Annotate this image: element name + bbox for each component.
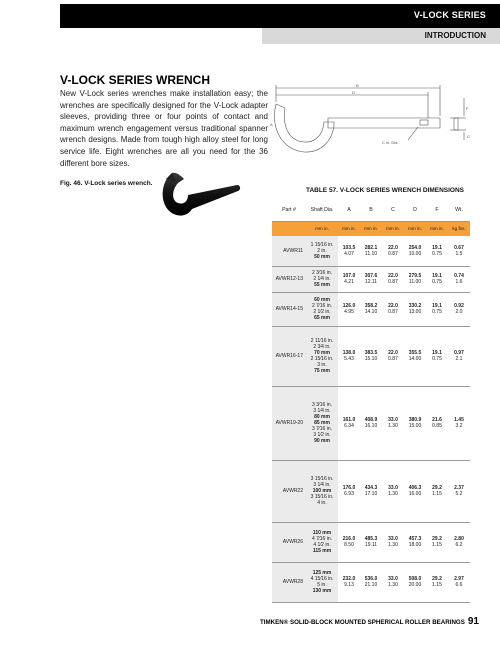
dim-f-metric: 19.1 [432,244,442,251]
unit-wt: kg lbs. [448,221,470,236]
shaft-dia-mm: 125 mm [312,570,332,576]
dim-wt-cell [448,522,470,562]
part-number: AVWR28 [272,562,306,602]
dim-c-cell [382,266,404,292]
section-bar [262,28,500,44]
dim-d-imperial: 13.00 [408,309,422,315]
dim-b-cell [360,522,382,562]
col-d: D [404,200,426,221]
dim-d-metric: 279.5 [408,273,422,279]
page-number: 91 [467,616,479,627]
shaft-diameter [306,460,338,522]
col-c: C [382,200,404,221]
dim-wt-imperial: 6.2 [455,542,463,548]
dim-wt-imperial: 6.6 [455,582,463,588]
shaft-diameter [306,562,338,602]
part-number: AVWR12-13 [272,266,306,292]
table-row [272,522,470,562]
shaft-dia-in: 2 11⁄16 in. [310,338,334,344]
dim-b-cell [360,266,382,292]
dim-c-metric: 22.0 [388,244,398,251]
dim-b-metric: 485.3 [364,536,378,542]
part-number: AVWR22 [272,460,306,522]
dim-wt-metric: 2.80 [454,536,464,542]
shaft-diameter [306,522,338,562]
dim-wt-metric: 0.74 [454,273,464,279]
dim-wt-cell [448,386,470,460]
dim-d-metric: 406.3 [408,485,422,491]
dim-wt-imperial: 1.5 [455,250,463,257]
dim-wt-cell [448,562,470,602]
col-b: B [360,200,382,221]
dim-wt-imperial: 2.0 [455,309,463,315]
shaft-dia-mm: 130 mm [312,588,332,594]
unit-f: mm in. [426,221,448,236]
col-f: F [426,200,448,221]
dim-f-imperial: 0.75 [432,356,442,362]
dim-wt-imperial: 2.1 [455,356,463,362]
shaft-dia-mm: 50 mm [314,253,330,260]
dim-a-cell [338,522,360,562]
dim-wt-metric: 0.97 [454,350,464,356]
dim-f-imperial: 1.15 [432,491,442,497]
page-footer [260,616,479,627]
shaft-dia-in: 3 15⁄16 in. [310,494,334,500]
dim-d-metric: 380.9 [408,417,422,423]
dim-d-cell [404,326,426,386]
shaft-dia-in: 2 3⁄16 in. [311,270,333,276]
dim-d-cell [404,386,426,460]
table-row [272,562,470,602]
dim-c-imperial: 1.30 [388,542,398,548]
dim-wt-cell [448,236,470,266]
dim-b-metric: 282.1 [364,244,378,251]
shaft-dia-in: 2 in. [317,247,327,254]
dim-c-imperial: 0.87 [388,356,398,362]
wrench-photo [158,171,242,221]
figure-caption: Fig. 46. V-Lock series wrench. [60,180,153,187]
dim-wt-metric: 1.45 [454,417,464,423]
dim-c-cell [382,292,404,326]
dim-a-metric: 126.0 [342,303,356,309]
col-wt: Wt. [448,200,470,221]
unit-a: mm in. [338,221,360,236]
dim-c-cell [382,522,404,562]
shaft-dia-in: 4 1⁄2 in. [313,542,331,548]
dim-d-metric: 508.0 [408,576,422,582]
dim-wt-metric: 0.67 [454,244,464,251]
dim-c-cell [382,386,404,460]
wrench-dimension-diagram [268,80,478,172]
dim-a-cell [338,562,360,602]
dim-c-imperial: 1.30 [388,491,398,497]
part-number: AVWR16-17 [272,326,306,386]
dim-a-metric: 103.5 [342,244,356,251]
dim-f-imperial: 1.15 [432,582,442,588]
unit-c: mm in. [382,221,404,236]
dim-a-cell [338,292,360,326]
dim-b-imperial: 14.10 [364,309,378,315]
dim-c-imperial: 0.87 [388,309,398,315]
dim-a-imperial: 9.13 [344,582,354,588]
dim-f-metric: 29.2 [432,536,442,542]
shaft-dia-in: 3 3⁄16 in. [311,402,333,408]
dim-d-metric: 330.2 [408,303,422,309]
dim-b-metric: 434.3 [364,485,378,491]
article-body: New V-Lock series wrenches make installation easy; the wrenches are specifically designed for the V-Lock adapter sleeves, providing three or four points of contact and maximum wrench engagement versus traditional spanner wrench designs. Made from tough high alloy steel for long service life. Eight wrenches are all you need for the 36 different bore sizes. [60,89,268,168]
dim-a-imperial: 4.21 [344,279,354,285]
shaft-dia-in: 3 in. [317,362,327,368]
dim-a-metric: 107.0 [342,273,356,279]
dim-f-imperial: 0.75 [432,309,442,315]
dim-d-metric: 355.5 [408,350,422,356]
dim-b-imperial: 19.11 [364,542,378,548]
dim-a-cell [338,326,360,386]
dim-wt-metric: 2.97 [454,576,464,582]
shaft-dia-in: 3 15⁄16 in. [310,476,334,482]
dim-a-metric: 216.0 [342,536,356,542]
shaft-dia-in: 2 1⁄4 in. [313,276,331,282]
table-row [272,292,470,326]
shaft-dia-in: 2 7⁄16 in. [311,303,333,309]
dim-c-metric: 33.0 [388,485,398,491]
part-number: AVWR11 [272,236,306,266]
dim-wt-metric: 0.92 [454,303,464,309]
dim-d-cell [404,460,426,522]
dim-f-cell [426,266,448,292]
shaft-dia-in: 3 7⁄16 in. [311,426,333,432]
dim-c-metric: 33.0 [388,576,398,582]
dim-b-imperial: 15.10 [364,356,378,362]
dim-f-cell [426,292,448,326]
dim-b-metric: 536.0 [364,576,378,582]
dim-c-imperial: 1.30 [388,582,398,588]
dim-f-metric: 19.1 [432,273,442,279]
wrench-dimensions-table [272,200,470,603]
shaft-dia-mm: 85 mm [314,420,330,426]
dim-d-label: D [352,90,355,95]
dim-b-cell [360,326,382,386]
dim-b-imperial: 16.10 [364,423,378,429]
dim-f-cell [426,326,448,386]
shaft-dia-mm: 115 mm [312,548,332,554]
article-title: V-LOCK SERIES WRENCH [60,73,211,87]
shaft-dia-in: 3 1⁄4 in. [313,408,331,414]
dim-b-metric: 307.6 [364,273,378,279]
shaft-diameter [306,236,338,266]
dim-c-imperial: 1.30 [388,423,398,429]
dim-b-cell [360,292,382,326]
shaft-dia-mm: 65 mm [314,315,330,321]
dim-b-imperial: 21.10 [364,582,378,588]
dim-c-metric: 22.0 [388,273,398,279]
dim-f-metric: 21.6 [432,417,442,423]
dim-c-cell [382,236,404,266]
footer-text: TIMKEN® SOLID-BLOCK MOUNTED SPHERICAL ROLLER BEARINGS [260,619,465,626]
dim-wt-cell [448,266,470,292]
dim-d-metric: 254.0 [408,244,422,251]
dim-b-cell [360,562,382,602]
dim-d-imperial: 15.00 [408,423,422,429]
col-shaft-dia: Shaft Dia. [306,200,338,221]
shaft-dia-in: 4 in. [317,500,327,506]
dim-wt-metric: 2.37 [454,485,464,491]
shaft-dia-in: 2 1⁄2 in. [313,309,331,315]
dim-d-cell [404,522,426,562]
table-row [272,460,470,522]
dim-d-cell [404,266,426,292]
dim-a-cell [338,386,360,460]
shaft-dia-mm: 90 mm [314,438,330,444]
dim-a-imperial: 6.34 [344,423,354,429]
dim-d-cell [404,236,426,266]
table-row [272,236,470,266]
series-label: V-LOCK SERIES [413,10,486,20]
dim-b-imperial: 17.10 [364,491,378,497]
dim-b-metric: 383.5 [364,350,378,356]
dim-a-metric: 232.0 [342,576,356,582]
part-number: AVWR19-20 [272,386,306,460]
dim-f-label: F [466,106,469,111]
shaft-dia-in: 1 15⁄16 in. [310,241,334,248]
header-bar [60,4,500,28]
dim-d-cell [404,562,426,602]
section-label: INTRODUCTION [424,31,486,40]
shaft-dia-mm: 70 mm [314,350,330,356]
dim-c-metric: 22.0 [388,350,398,356]
shaft-dia-in: 3 1⁄2 in. [313,432,331,438]
dim-b-cell [360,236,382,266]
unit-dia: mm in. [306,221,338,236]
dim-f-cell [426,386,448,460]
dim-b-label: B [356,83,359,88]
dim-wt-cell [448,460,470,522]
dim-c-cell [382,562,404,602]
table-caption: TABLE 57. V-LOCK SERIES WRENCH DIMENSIONS [305,187,465,194]
dim-a-label: A [270,122,273,127]
dim-f-imperial: 0.75 [432,279,442,285]
table-header-row [272,200,470,221]
dim-b-imperial: 12.11 [364,279,378,285]
dim-a-cell [338,236,360,266]
table-row [272,266,470,292]
dim-d-imperial: 20.00 [408,582,422,588]
shaft-dia-mm: 80 mm [314,414,330,420]
dim-wt-cell [448,326,470,386]
dim-f-metric: 29.2 [432,576,442,582]
shaft-dia-in: 2 15⁄16 in. [310,356,334,362]
shaft-diameter [306,326,338,386]
unit-part [272,221,306,236]
dim-a-cell [338,460,360,522]
dim-c-imperial: 0.87 [388,279,398,285]
dim-f-cell [426,460,448,522]
dim-c-imperial: 0.87 [388,250,398,257]
part-number: AVWR14-15 [272,292,306,326]
shaft-dia-mm: 100 mm [312,488,332,494]
dim-wt-imperial: 1.6 [455,279,463,285]
dim-d-imperial: 10.00 [408,250,422,257]
dim-c-metric: 22.0 [388,303,398,309]
col-a: A [338,200,360,221]
dim-a-imperial: 6.93 [344,491,354,497]
dim-d-imperial: 11.00 [408,279,422,285]
shaft-diameter [306,292,338,326]
slot-dia-label: C in. Dia. [382,140,399,145]
unit-b: mm in. [360,221,382,236]
dim-f-imperial: 0.85 [432,423,442,429]
dim-a-imperial: 4.07 [344,250,354,257]
dim-d-imperial: 14.00 [408,356,422,362]
dim-c-label: C [467,134,470,139]
dim-a-metric: 161.0 [342,417,356,423]
dim-b-cell [360,386,382,460]
table-row [272,386,470,460]
dim-f-imperial: 1.15 [432,542,442,548]
shaft-dia-mm: 60 mm [314,297,330,303]
shaft-dia-in: 2 3⁄4 in. [313,344,331,350]
shaft-dia-mm: 110 mm [312,530,332,536]
shaft-dia-mm: 75 mm [314,368,330,374]
dim-b-imperial: 11.10 [364,250,378,257]
dim-f-metric: 19.1 [432,350,442,356]
dim-b-metric: 358.2 [364,303,378,309]
dim-f-imperial: 0.75 [432,250,442,257]
shaft-dia-in: 3 1⁄4 in. [313,482,331,488]
table-row [272,326,470,386]
shaft-dia-in: 5 in. [317,582,327,588]
shaft-dia-in: 4 15⁄16 in. [310,576,334,582]
dim-d-metric: 457.3 [408,536,422,542]
dim-wt-imperial: 3.2 [455,423,463,429]
shaft-diameter [306,266,338,292]
dim-f-metric: 29.2 [432,485,442,491]
dim-a-metric: 176.0 [342,485,356,491]
col-part: Part # [272,200,306,221]
dim-d-imperial: 18.00 [408,542,422,548]
dim-f-cell [426,236,448,266]
dim-d-cell [404,292,426,326]
dim-a-imperial: 8.50 [344,542,354,548]
dim-c-cell [382,460,404,522]
dim-wt-cell [448,292,470,326]
dim-c-metric: 33.0 [388,536,398,542]
dim-a-imperial: 4.95 [344,309,354,315]
dim-b-metric: 408.9 [364,417,378,423]
dim-c-metric: 33.0 [388,417,398,423]
dim-a-metric: 138.0 [342,350,356,356]
dim-f-cell [426,562,448,602]
dim-d-imperial: 16.00 [408,491,422,497]
dim-a-imperial: 5.43 [344,356,354,362]
units-row [272,221,470,236]
dim-c-cell [382,326,404,386]
part-number: AVWR26 [272,522,306,562]
dim-f-cell [426,522,448,562]
shaft-dia-in: 4 7⁄16 in. [311,536,333,542]
unit-d: mm in. [404,221,426,236]
dim-b-cell [360,460,382,522]
dim-wt-imperial: 5.2 [455,491,463,497]
shaft-diameter [306,386,338,460]
shaft-dia-mm: 55 mm [314,282,330,288]
dim-f-metric: 19.1 [432,303,442,309]
dim-a-cell [338,266,360,292]
